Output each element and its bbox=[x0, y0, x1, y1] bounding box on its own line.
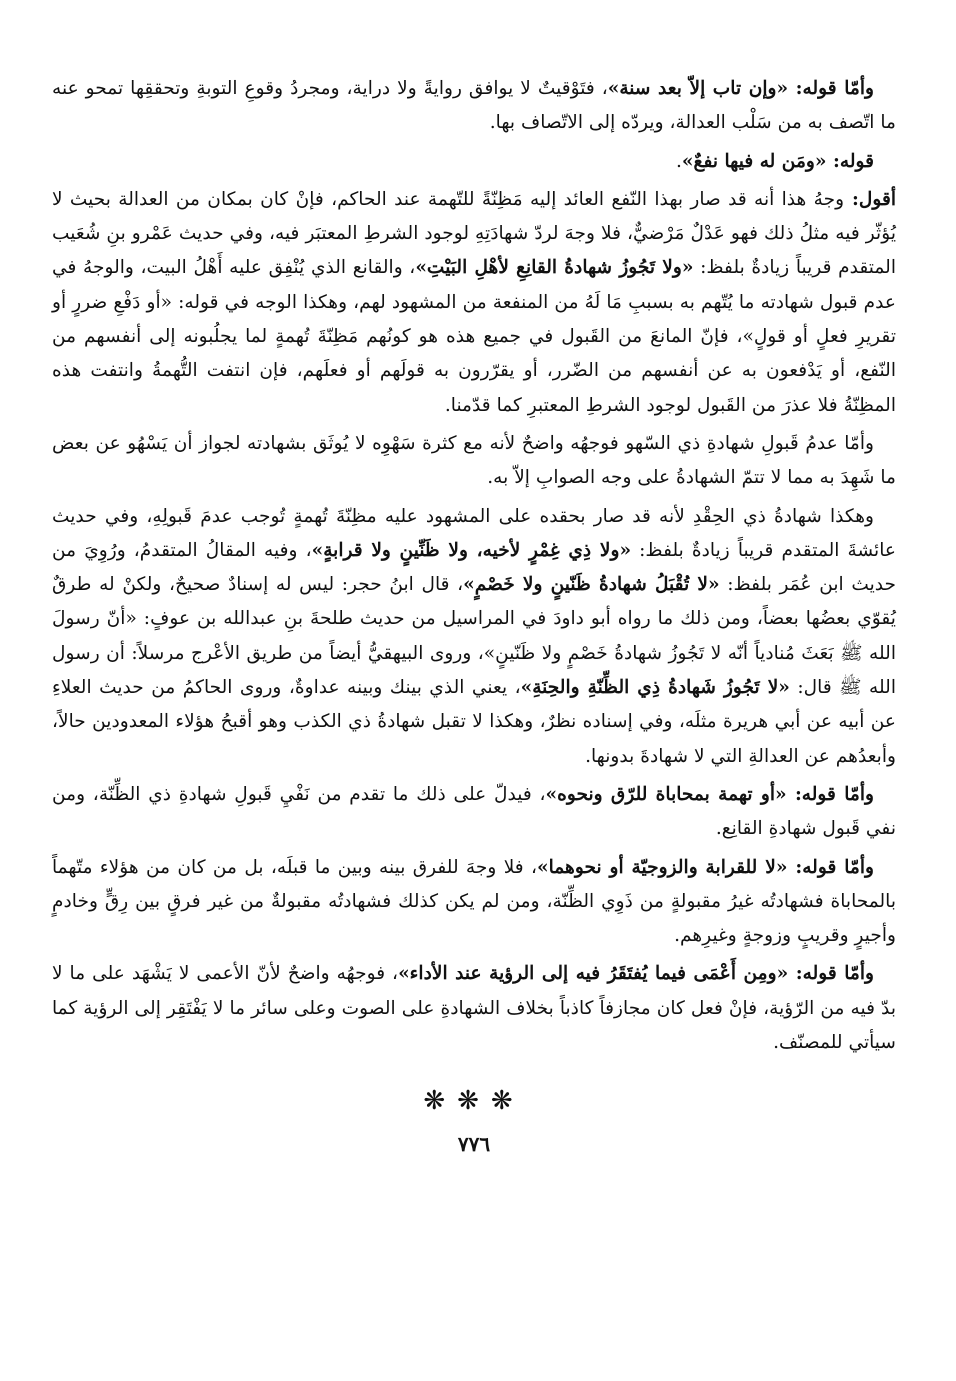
paragraph bbox=[52, 778, 896, 847]
bold-text: «ولا تَجُوزُ شهادةُ القانِعِ لأهْلِ البَيْتِ» bbox=[415, 257, 694, 279]
page-body bbox=[52, 72, 896, 1060]
bold-text: «ومَن له فيها نفعٌ» bbox=[681, 150, 827, 172]
body-text: وجهُ هذا أنه قد صار بهذا النّفع العائد إليه مَظِنّةً للتّهمة عند الحاكم، فإنْ كان بمكان من العدالة بحيث لا يُؤثّر فيه مثلُ ذلك فهو عَدْلٌ مَرْضيٌّ، فلا وجهَ لردّ شهادَتِهِ لوجود الشرطِ المعتبَر فيه، وفي حديث عَمْرو بنِ شُعَيب المتقدم قريباً زيادةٌ بلفظ: bbox=[52, 188, 896, 279]
body-text: وهكذا شهادةُ ذي الحِقْدِ لأنه قد صار بحقده على المشهود عليه مظِنّةَ تُهمةٍ تُوجب عدمَ قَبولِهِ، وفي حديث عائشةَ المتقدم قريباً زيادةٌ بلفظ: bbox=[52, 505, 896, 561]
body-text: ، فوجهُه واضحٌ لأنّ الأعمى لا يَشْهَد على ما لا بدّ فيه من الرّؤية، فإنْ فعل كان مجازفاً كاذباً بخلاف الشهادةِ على الصوت وعلى سائر ما لا يَفْتَقِر إلى الرؤية كما سيأتي للمصنّف. bbox=[52, 963, 896, 1054]
paragraph bbox=[52, 145, 896, 179]
paragraph bbox=[52, 500, 896, 774]
body-text: ، والقانع الذي يُنْفِق عليه أَهْلُ البيت، والوجهُ في عدم قبول شهادته ما يُتّهم به بسببِ مَا لَهُ من المنفعة من المشهود لهم، وهكذا الوجه في قوله: «أو دَفْعِ ضررٍ أو تقريرِ فعلٍ أو قولٍ»، فإنّ المانعَ من القَبول في جميع هذه هو كونُهم مَظِنّةَ تُهمةٍ لما يجلُبونه إلى أنفسهم من النّفع، أو يَدْفعون به عن أنفسهم من الضّرر، أو يقرّرون به قولَهم أو فعلَهم، فإن انتفت التُّهمةُ وانتفت هذه المظِنّةُ فلا عذرَ من القَبول لوجود الشرطِ المعتبرِ كما قدّمنا. bbox=[52, 257, 896, 416]
bold-text: أقول: bbox=[844, 188, 896, 210]
paragraph bbox=[52, 427, 896, 496]
body-text: ، قال ابنُ حجر: ليس له إسنادٌ صحيحٌ، ولكنْ له طرقٌ يُقوّي بعضُها بعضاً، ومن ذلك ما رواه أبو داودَ في المراسيل من حديث طلحةَ بنِ عبدالله بن عوفٍ: «أنّ رسولَ الله ﷺ بَعَثَ مُنادياً أنّه لا تَجُوزُ شهادةُ خَصْمٍ ولا ظَنّينٍ»، وروى البيهقيُّ أيضاً من طريق الأعْرج مرسلاً: أن رسول الله ﷺ قال: bbox=[52, 574, 896, 699]
body-text: . bbox=[676, 150, 682, 172]
bold-text: وأمّا قوله: bbox=[788, 963, 875, 985]
page-number: ٧٧٦ bbox=[457, 1132, 491, 1157]
bold-text: «لا تُقْبَلُ شهادةُ ظَنّينٍ ولا خَصْمٍ» bbox=[463, 574, 720, 596]
bold-text: وأمّا قوله: bbox=[786, 783, 874, 805]
bold-text: «لا تَجُوزُ شَهادةُ ذِي الظِّنّةِ والحِنَةِ» bbox=[520, 677, 790, 699]
body-text: ، فلا وجهَ للفرق بينه وبين ما قبلَه، بل من كان من هؤلاء متّهماً بالمحاباة فشهادتُه غيرُ مقبولةٍ من ذَوِي الظِّنّة، ومن لم يكن كذلك فشهادتُه مقبولةٌ من غير فرقٍ بين رِقٍّ وخادمٍ وأجيرٍ وقريبٍ وزوجةٍ وغيرِهم. bbox=[52, 856, 896, 947]
bold-text: وأمّا قوله: bbox=[787, 856, 874, 878]
bold-text: «أو تهمة بمحاباة للرّق ونحوه» bbox=[545, 783, 787, 805]
body-text: ، فيدلّ على ذلك ما تقدم من نَفْيِ قَبولِ شهادةِ ذي الظِّنّة، ومن نفي قَبول شهادةِ القانِع. bbox=[52, 783, 896, 840]
paragraph bbox=[52, 183, 896, 423]
bold-text: «ومِن أَعْمَى فيما يُفتَقَرُ فيه إلى الرؤية عند الأداء» bbox=[398, 963, 789, 985]
bold-text: «لا للقرابة والزوجيّة أو نحوهما» bbox=[537, 856, 788, 878]
section-ornament: ❋❋❋ bbox=[423, 1086, 525, 1117]
paragraph bbox=[52, 851, 896, 954]
bold-text: «ولا ذِي غِمْرٍ لأخيه، ولا ظَنِّينٍ ولا قرابةٍ» bbox=[311, 539, 632, 561]
paragraph bbox=[52, 72, 896, 141]
body-text: ، وفيه المقالُ المتقدمُ، ورُوِيَ من حديث ابن عُمَر بلفظ: bbox=[52, 539, 896, 596]
paragraph bbox=[52, 957, 896, 1060]
bold-text: «وإن تاب إلاّ بعد سنة» bbox=[607, 78, 789, 99]
bold-text: وأمّا قوله: bbox=[788, 78, 874, 99]
body-text: وأمّا عدمُ قَبولِ شهادةِ ذي السّهو فوجهُه واضحٌ لأنه مع كثرة سَهْوِه لا يُوثَق بشهادته لجواز أن يَسْهُو عن بعض ما شَهِدَ به مما لا تتمّ الشهادةُ على وجه الصوابِ إلاّ به. bbox=[52, 432, 896, 489]
bold-text: قوله: bbox=[826, 150, 874, 172]
body-text: ، فتَوْقيتٌ لا يوافق روايةً ولا دراية، ومجردُ وقوعِ التوبةِ وتحققِها تمحو عنه ما اتّصف به من سَلْب العدالة، ويردّه إلى الاتّصاف بها. bbox=[52, 78, 896, 134]
body-text: ، يعني الذي بينك وبينه عداوةٌ، وروى الحاكمُ من حديث العلاءِ عن أبيه عن أبي هريرة مثلَه، وفي إسناده نظرٌ، وهكذا لا تقبل شهادةُ ذي الكذب وهو أقبحُ هؤلاء المعدودين حالاً، وأبعدُهم عن العدالةِ التي لا شهادةَ بدونها. bbox=[52, 677, 896, 767]
